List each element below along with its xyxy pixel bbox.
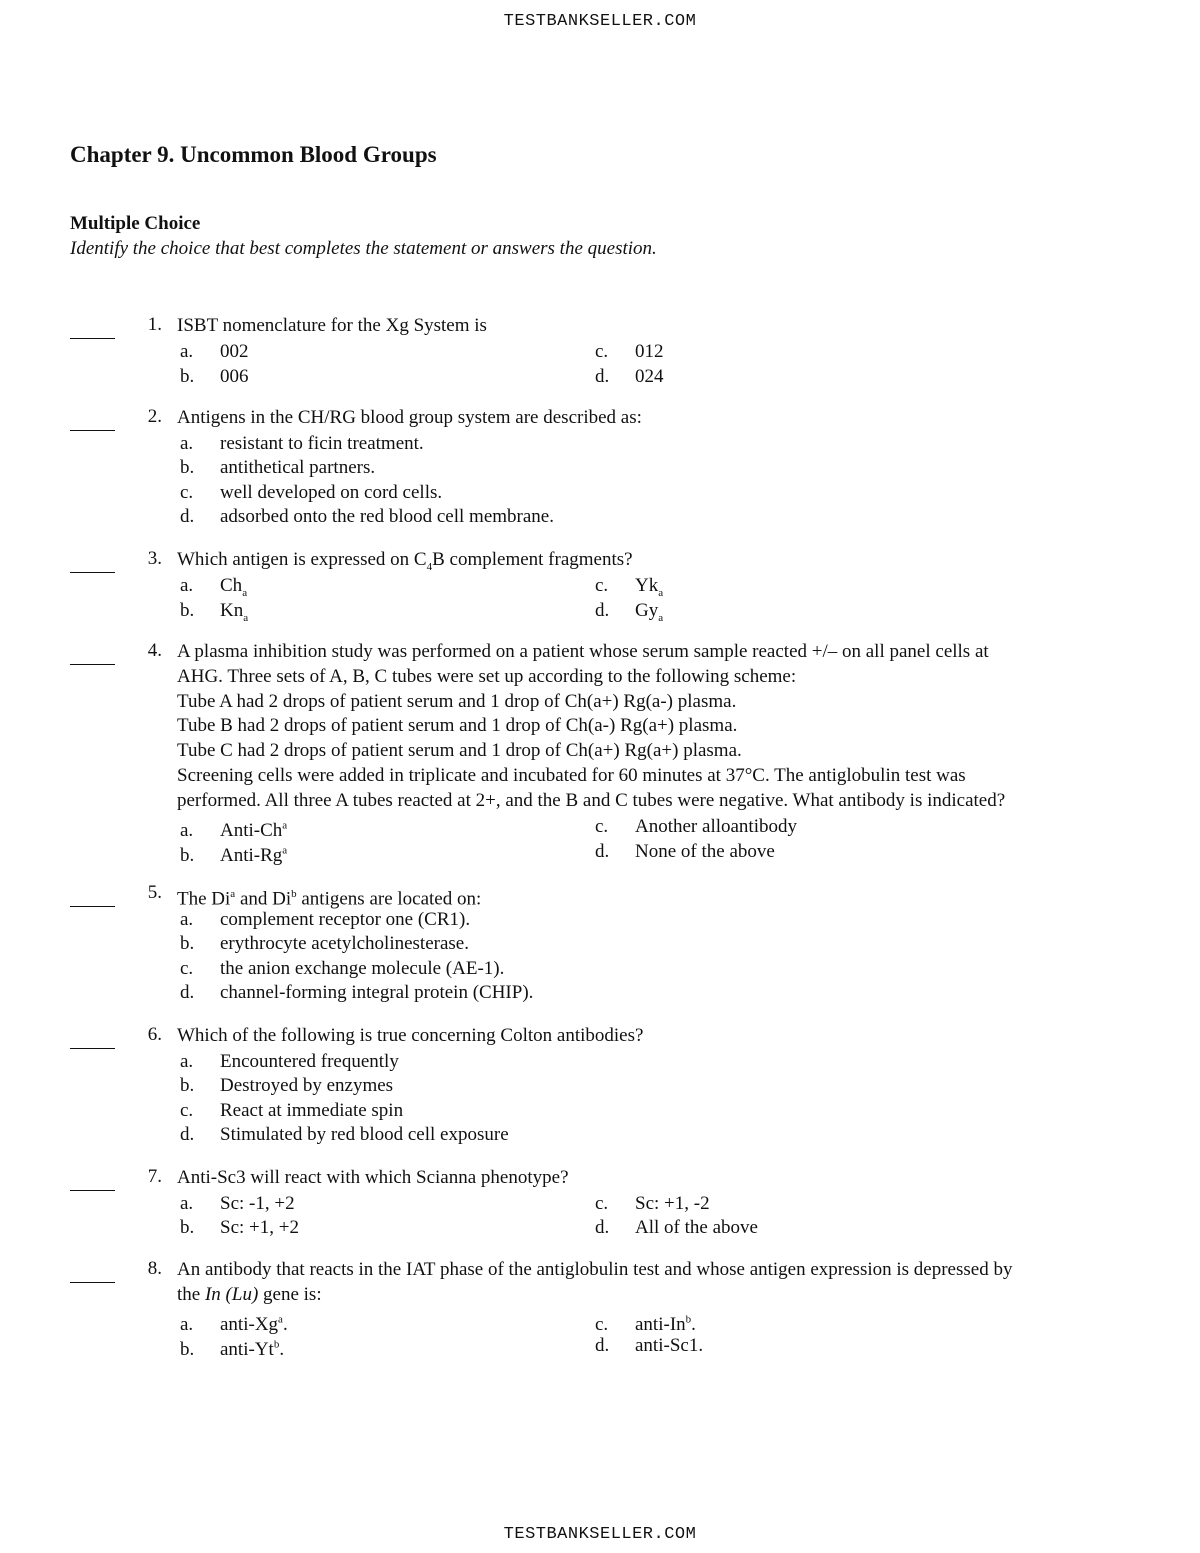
option-text: anti-Xg$^a$. (220, 1314, 288, 1336)
option-letter: b. (180, 1217, 195, 1238)
option-c (595, 1308, 696, 1336)
answer-blank[interactable] (70, 1170, 115, 1191)
option-text: Anti-Ch$^a$ (220, 820, 288, 842)
option-a (180, 1191, 295, 1216)
question-number: 6. (147, 1024, 162, 1045)
stem-line: AHG. Three sets of A, B, C tubes were set up according to the following scheme: (177, 665, 797, 687)
option-letter: d. (595, 600, 610, 621)
option-letter: b. (180, 1075, 195, 1096)
section-heading: Multiple Choice (70, 213, 201, 234)
stem-line: Screening cells were added in triplicate and incubated for 60 minutes at 37°C. The antiglobulin test was (177, 764, 966, 786)
option-letter: d. (180, 1124, 195, 1145)
option-b (180, 364, 249, 389)
question-number: 4. (147, 640, 162, 661)
option-d (595, 598, 663, 623)
stem-line: A plasma inhibition study was performed on a patient whose serum sample reacted +/– on all panel cells at (177, 641, 989, 662)
option-letter: b. (180, 600, 195, 621)
page-footer: TESTBANKSELLER.COM (503, 1525, 697, 1544)
option-letter: a. (180, 575, 194, 596)
option-text: Another alloantibody (635, 816, 797, 837)
question-stem: Anti-Sc3 will react with which Scianna phenotype? (177, 1167, 569, 1188)
option-text: 006 (220, 366, 249, 387)
option-text: React at immediate spin (220, 1100, 404, 1121)
option-letter: c. (595, 816, 609, 837)
option-letter: c. (595, 341, 609, 362)
option-letter: b. (180, 845, 195, 867)
option-b (180, 1073, 393, 1098)
option-b (180, 598, 248, 623)
option-b (180, 931, 469, 956)
option-a (180, 1308, 288, 1336)
option-text: 002 (220, 341, 249, 362)
option-letter: d. (595, 1217, 610, 1238)
page-header: TESTBANKSELLER.COM (503, 12, 697, 31)
option-c (180, 480, 442, 505)
question-number: 1. (147, 314, 162, 335)
option-c (595, 814, 797, 839)
stem-line: An antibody that reacts in the IAT phase of the antiglobulin test and whose antigen expression is depressed by (177, 1259, 1013, 1280)
option-text: anti-In$^b$. (635, 1314, 696, 1336)
option-letter: d. (180, 506, 195, 527)
answer-blank[interactable] (70, 318, 115, 339)
option-d (595, 839, 775, 864)
stem-line: Tube A had 2 drops of patient serum and 1 drop of Ch(a+) Rg(a-) plasma. (177, 690, 737, 712)
option-letter: b. (180, 1339, 195, 1361)
option-letter: c. (595, 1193, 609, 1214)
option-text: well developed on cord cells. (220, 482, 443, 503)
option-text: None of the above (635, 841, 775, 862)
option-d (595, 1215, 758, 1240)
question-number: 2. (147, 406, 162, 427)
question-stem: Which of the following is true concerning Colton antibodies? (177, 1025, 644, 1046)
option-b (180, 839, 288, 867)
option-text: antithetical partners. (220, 457, 376, 478)
option-text: 012 (635, 341, 664, 362)
option-b (180, 1215, 299, 1240)
stem-line: the In (Lu) gene is: (177, 1283, 322, 1305)
question-number: 8. (147, 1258, 162, 1279)
option-letter: c. (180, 482, 194, 503)
option-text: Anti-Rg$^a$ (220, 845, 288, 867)
option-text: Sc: -1, +2 (220, 1193, 295, 1214)
question-stem (177, 640, 1177, 814)
option-a (180, 339, 249, 364)
option-letter: a. (180, 909, 194, 930)
option-a (180, 814, 288, 842)
option-d (180, 504, 554, 529)
option-text: Stimulated by red blood cell exposure (220, 1124, 509, 1145)
question-number: 3. (147, 548, 162, 569)
option-a (180, 1049, 399, 1074)
question-stem (177, 1258, 1177, 1308)
option-letter: a. (180, 341, 194, 362)
option-text: Encountered frequently (220, 1051, 399, 1072)
option-text: Destroyed by enzymes (220, 1075, 394, 1096)
question-stem: The Di$^a$ and Di$^b$ antigens are located on: (177, 888, 482, 910)
option-letter: c. (595, 1314, 609, 1336)
option-a (180, 573, 247, 598)
option-letter: a. (180, 1051, 194, 1072)
option-letter: b. (180, 457, 195, 478)
answer-blank[interactable] (70, 886, 115, 907)
option-text: adsorbed onto the red blood cell membrane. (220, 506, 554, 527)
option-letter: b. (180, 933, 195, 954)
option-d (595, 1333, 703, 1358)
option-text: resistant to ficin treatment. (220, 433, 424, 454)
answer-blank[interactable] (70, 410, 115, 431)
option-text: erythrocyte acetylcholinesterase. (220, 933, 469, 954)
chapter-title: Chapter 9. Uncommon Blood Groups (70, 142, 437, 167)
option-text: anti-Yt$^b$. (220, 1339, 285, 1361)
answer-blank[interactable] (70, 1028, 115, 1049)
option-b (180, 455, 375, 480)
answer-blank[interactable] (70, 1262, 115, 1283)
option-text: $Kn_a$ (220, 600, 249, 624)
option-text: anti-Sc1. (635, 1335, 704, 1356)
option-d (180, 1122, 509, 1147)
stem-line: Tube B had 2 drops of patient serum and 1 drop of Ch(a-) Rg(a+) plasma. (177, 715, 738, 737)
option-letter: d. (595, 841, 610, 862)
option-c (595, 339, 664, 364)
option-a (180, 431, 424, 456)
instructions: Identify the choice that best completes the statement or answers the question. (70, 238, 657, 259)
option-d (595, 364, 664, 389)
option-letter: a. (180, 1193, 194, 1214)
option-c (180, 1098, 403, 1123)
option-text: channel-forming integral protein (CHIP). (220, 982, 534, 1003)
stem-line: Tube C had 2 drops of patient serum and 1 drop of Ch(a+) Rg(a+) plasma. (177, 740, 742, 762)
option-text: the anion exchange molecule (AE-1). (220, 958, 505, 979)
option-text: Sc: +1, +2 (220, 1217, 299, 1238)
option-letter: c. (595, 575, 609, 596)
option-letter: d. (595, 1335, 610, 1356)
question-number: 7. (147, 1166, 162, 1187)
option-letter: b. (180, 366, 195, 387)
option-letter: c. (180, 958, 194, 979)
option-c (180, 956, 504, 981)
option-text: $Yk_a$ (635, 575, 664, 599)
option-b (180, 1333, 285, 1361)
stem-line: performed. All three A tubes reacted at 2+, and the B and C tubes were negative. What antibody is indicated? (177, 789, 1006, 811)
option-a (180, 907, 470, 932)
option-text: 024 (635, 366, 664, 387)
option-text: Sc: +1, -2 (635, 1193, 710, 1214)
question-stem: Which antigen is expressed on $C_4B$ complement fragments? (177, 549, 633, 573)
question-stem: ISBT nomenclature for the Xg System is (177, 315, 487, 336)
option-text: $Gy_a$ (635, 600, 664, 624)
option-text: All of the above (635, 1217, 758, 1238)
question-number: 5. (147, 882, 162, 903)
option-letter: a. (180, 433, 194, 454)
question-stem: Antigens in the CH/RG blood group system are described as: (177, 407, 642, 428)
option-letter: a. (180, 1314, 194, 1336)
option-letter: d. (180, 982, 195, 1003)
option-c (595, 1191, 710, 1216)
option-letter: a. (180, 820, 194, 842)
option-d (180, 980, 533, 1005)
option-letter: d. (595, 366, 610, 387)
option-text: complement receptor one (CR1). (220, 909, 471, 930)
option-text: $Ch_a$ (220, 575, 248, 599)
answer-blank[interactable] (70, 644, 115, 665)
answer-blank[interactable] (70, 552, 115, 573)
option-c (595, 573, 663, 598)
option-letter: c. (180, 1100, 194, 1121)
